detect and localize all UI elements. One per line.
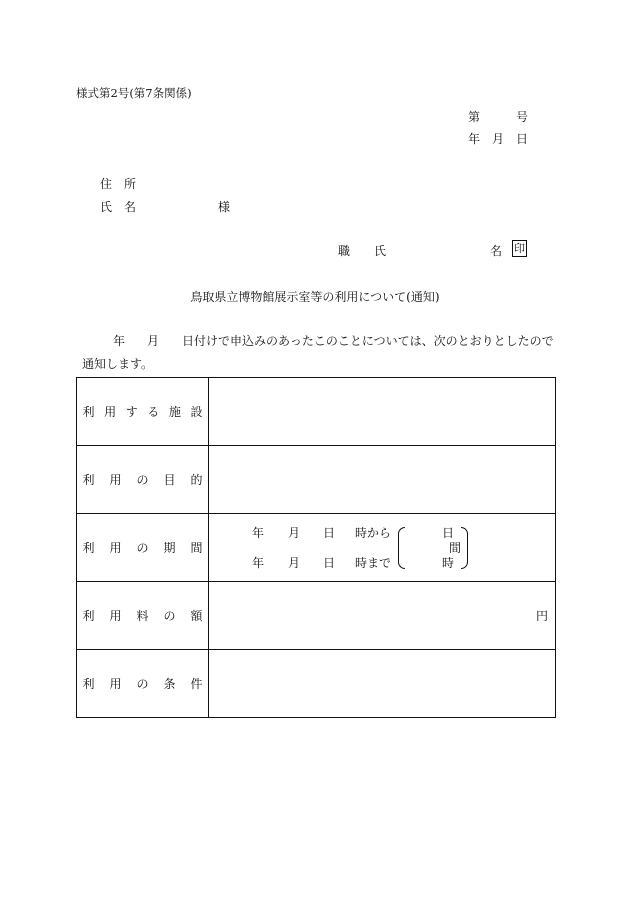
body-year: 年 (113, 334, 126, 348)
table-row (77, 582, 556, 650)
conditions-label-cell (77, 650, 209, 718)
left-bracket (398, 527, 405, 569)
period-until-year: 年 (252, 556, 265, 570)
facility-value (209, 378, 556, 446)
facility-label: 利用する施設 (82, 405, 203, 419)
conditions-label: 利用の条件 (82, 677, 203, 691)
recipient-name-label: 氏 名 (100, 200, 137, 214)
form-number-label: 様式第2号(第7条関係) (76, 86, 192, 100)
right-bracket (461, 527, 468, 569)
period-from-day: 日 (323, 526, 336, 540)
duration-hour: 時 (442, 556, 455, 570)
table-row (77, 378, 556, 446)
table-row (77, 446, 556, 514)
period-until-hour: 時まで (355, 556, 392, 570)
period-until-day: 日 (323, 556, 336, 570)
purpose-label: 利用の目的 (82, 473, 203, 487)
period-label-cell (77, 514, 209, 582)
period-from-hour: 時から (355, 526, 392, 540)
duration-ma: 間 (449, 541, 462, 555)
table-row (77, 514, 556, 582)
purpose-value (209, 446, 556, 514)
facility-label-cell (77, 378, 209, 446)
body-month: 月 (147, 334, 160, 348)
period-label: 利用の期間 (82, 541, 203, 555)
document-number: 第 号 (467, 110, 528, 124)
fee-value (209, 582, 556, 650)
body-line-2: 通知します。 (82, 357, 154, 371)
period-from-month: 月 (288, 526, 301, 540)
purpose-label-cell (77, 446, 209, 514)
body-text-1: 日付けで申込みのあったこのことについては、次のとおりとしたので (182, 334, 554, 348)
document-title: 鳥取県立博物館展示室等の利用について(通知) (190, 290, 440, 304)
period-until-month: 月 (288, 556, 301, 570)
period-from-year: 年 (252, 526, 265, 540)
recipient-honorific: 様 (218, 200, 231, 214)
duration-day: 日 (442, 526, 455, 540)
sender-name-label-shi: 氏 (374, 244, 387, 258)
sender-name-label-mei: 名 (490, 244, 503, 258)
sender-position-label: 職 (338, 244, 351, 258)
table-row (77, 650, 556, 718)
fee-label-cell (77, 582, 209, 650)
document-date: 年 月 日 (467, 132, 528, 146)
period-value (209, 514, 556, 582)
notice-table (76, 377, 556, 718)
recipient-address-label: 住 所 (100, 177, 137, 191)
seal-mark: 印 (514, 242, 525, 255)
fee-label: 利用料の額 (82, 609, 203, 623)
fee-unit: 円 (535, 609, 548, 623)
conditions-value (209, 650, 556, 718)
